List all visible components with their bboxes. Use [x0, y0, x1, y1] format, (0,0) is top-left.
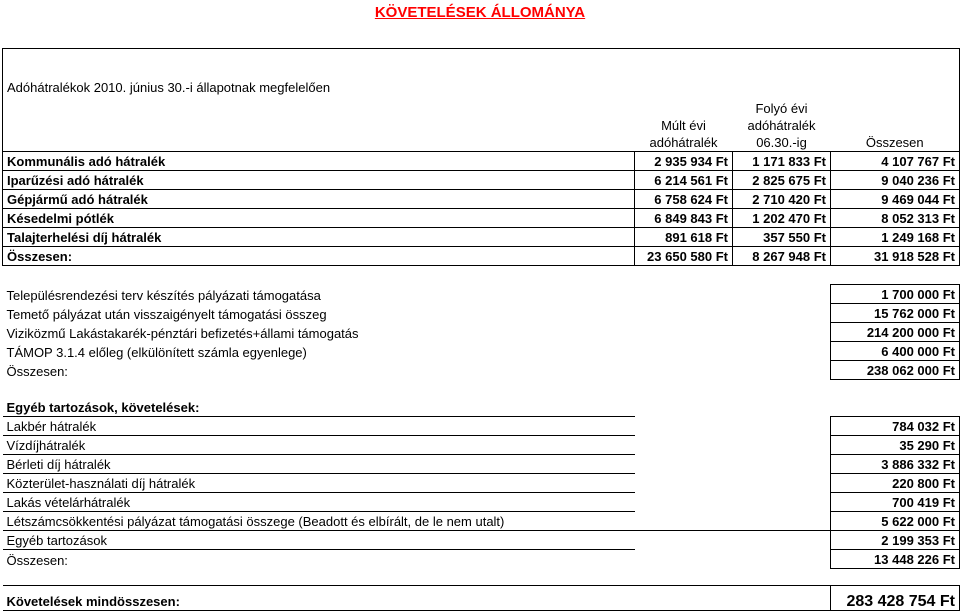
list-item — [3, 512, 960, 531]
list-item — [3, 417, 960, 436]
row-label: Gépjármű adó hátralék — [3, 190, 635, 209]
row-total: 4 107 767 Ft — [831, 152, 960, 171]
row-current: 1 202 470 Ft — [733, 209, 831, 228]
item-label: Településrendezési terv készítés pályázati támogatása — [6, 287, 321, 303]
tax-total-current: 8 267 948 Ft — [733, 247, 831, 266]
section3-total-value: 13 448 226 Ft — [831, 550, 960, 569]
list-item — [3, 285, 960, 304]
row-past: 6 214 561 Ft — [635, 171, 733, 190]
item-label: Viziközmű Lakástakarék-pénztári befizetés+állami támogatás — [6, 325, 359, 341]
section3-total-row — [3, 550, 960, 569]
header-past-line1: Múlt évi — [661, 118, 706, 133]
tax-total-past: 23 650 580 Ft — [635, 247, 733, 266]
item-label: Lakbér hátralék — [3, 417, 635, 436]
list-item — [3, 493, 960, 512]
page-title: KÖVETELÉSEK ÁLLOMÁNYA — [374, 4, 586, 21]
header-past-line2: adóhátralék — [649, 135, 718, 150]
row-past: 6 849 843 Ft — [635, 209, 733, 228]
item-value: 3 886 332 Ft — [831, 455, 960, 474]
receivables-table — [2, 48, 960, 611]
row-current: 357 550 Ft — [733, 228, 831, 247]
spacer-row — [3, 569, 960, 586]
item-value: 6 400 000 Ft — [831, 342, 960, 361]
row-current: 2 710 420 Ft — [733, 190, 831, 209]
header-past-cell — [635, 49, 733, 152]
item-value: 214 200 000 Ft — [831, 323, 960, 342]
row-label: Iparűzési adó hátralék — [3, 171, 635, 190]
grand-total-row — [3, 586, 960, 611]
section3-heading-row — [3, 398, 960, 417]
row-current: 2 825 675 Ft — [733, 171, 831, 190]
item-value: 35 290 Ft — [831, 436, 960, 455]
row-total: 1 249 168 Ft — [831, 228, 960, 247]
table-row — [3, 228, 960, 247]
item-value: 220 800 Ft — [831, 474, 960, 493]
item-value: 784 032 Ft — [831, 417, 960, 436]
item-label: Közterület-használati díj hátralék — [3, 474, 635, 493]
section2-total-label: Összesen: — [6, 363, 68, 379]
table-row — [3, 190, 960, 209]
grand-total-value: 283 428 754 Ft — [831, 586, 960, 611]
header-total: Összesen — [865, 135, 924, 150]
section3-total-label: Összesen: — [6, 552, 68, 568]
row-past: 6 758 624 Ft — [635, 190, 733, 209]
item-value: 1 700 000 Ft — [831, 285, 960, 304]
row-total: 8 052 313 Ft — [831, 209, 960, 228]
table-header-row — [3, 49, 960, 152]
item-label: Lakás vételárhátralék — [3, 493, 635, 512]
list-item — [3, 455, 960, 474]
header-current-cell — [733, 49, 831, 152]
table-row — [3, 171, 960, 190]
header-total-cell — [831, 49, 960, 152]
table-row — [3, 209, 960, 228]
item-value: 5 622 000 Ft — [831, 512, 960, 531]
tax-total-label: Összesen: — [3, 247, 635, 266]
header-label: Adóhátralékok 2010. június 30.-i állapotnak megfelelően — [7, 80, 331, 95]
header-current-line3: 06.30.-ig — [756, 135, 807, 150]
list-item — [3, 474, 960, 493]
row-total: 9 040 236 Ft — [831, 171, 960, 190]
spacer-row — [3, 380, 960, 399]
tax-total-row — [3, 247, 960, 266]
tax-total-total: 31 918 528 Ft — [831, 247, 960, 266]
item-value: 700 419 Ft — [831, 493, 960, 512]
item-label: Bérleti díj hátralék — [3, 455, 635, 474]
item-label: Létszámcsökkentési pályázat támogatási összege (Beadott és elbírált, de le nem utalt) — [3, 512, 831, 531]
item-label: Vízdíjhátralék — [3, 436, 635, 455]
section3-heading: Egyéb tartozások, követelések: — [3, 398, 635, 417]
row-past: 2 935 934 Ft — [635, 152, 733, 171]
row-label: Talajterhelési díj hátralék — [3, 228, 635, 247]
item-value: 15 762 000 Ft — [831, 304, 960, 323]
item-label: TÁMOP 3.1.4 előleg (elkülönített számla egyenlege) — [6, 344, 307, 360]
item-label: Egyéb tartozások — [3, 531, 635, 550]
header-current-line2: adóhátralék — [747, 118, 816, 133]
item-label: Temető pályázat után visszaigényelt támogatási összeg — [6, 306, 327, 322]
header-label-cell — [3, 49, 635, 152]
list-item — [3, 304, 960, 323]
row-label: Késedelmi pótlék — [3, 209, 635, 228]
item-value: 2 199 353 Ft — [831, 531, 960, 550]
row-past: 891 618 Ft — [635, 228, 733, 247]
section2-total-row — [3, 361, 960, 380]
row-current: 1 171 833 Ft — [733, 152, 831, 171]
list-item — [3, 323, 960, 342]
list-item — [3, 531, 960, 550]
list-item — [3, 342, 960, 361]
row-label: Kommunális adó hátralék — [3, 152, 635, 171]
header-current-line1: Folyó évi — [755, 101, 808, 116]
list-item — [3, 436, 960, 455]
grand-total-label: Követelések mindösszesen: — [3, 586, 635, 611]
section2-total-value: 238 062 000 Ft — [831, 361, 960, 380]
table-row — [3, 152, 960, 171]
spacer-row — [3, 266, 960, 285]
row-total: 9 469 044 Ft — [831, 190, 960, 209]
